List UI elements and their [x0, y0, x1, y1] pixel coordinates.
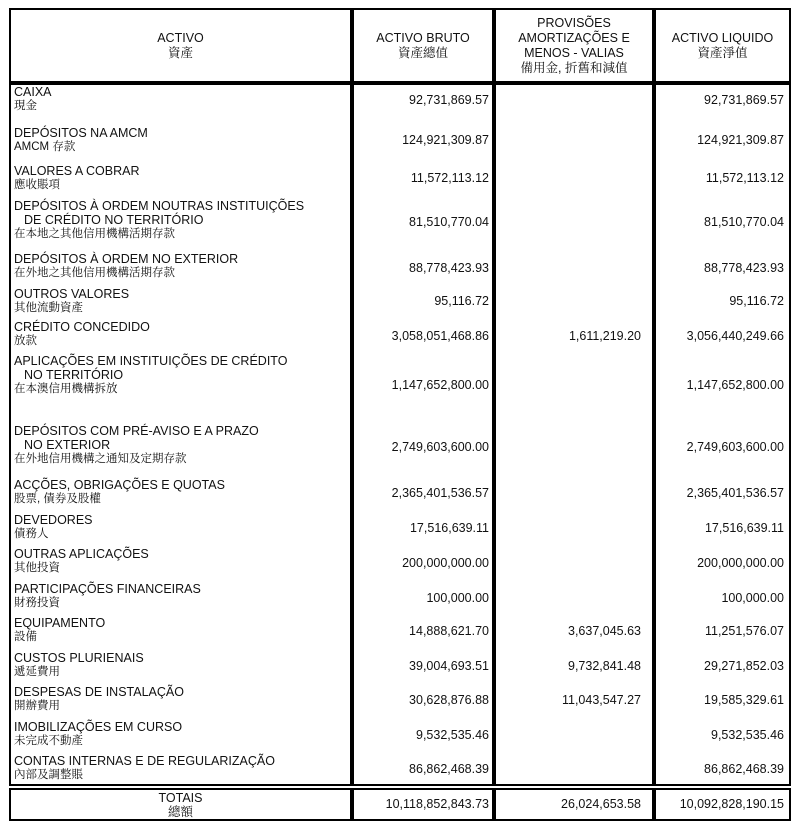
row-label: PARTICIPAÇÕES FINANCEIRAS — [14, 582, 201, 596]
row-bruto: 3,058,051,468.86 — [391, 329, 489, 343]
table-row — [9, 126, 791, 164]
row-bruto: 124,921,309.87 — [402, 133, 489, 147]
row-liquido: 2,365,401,536.57 — [686, 486, 784, 500]
row-label-zh: 應收賬項 — [14, 179, 60, 191]
row-provisoes: 11,043,547.27 — [561, 693, 641, 707]
row-liquido: 29,271,852.03 — [704, 659, 784, 673]
row-label: DEPÓSITOS À ORDEM NO EXTERIOR — [14, 252, 239, 266]
row-label: DEPÓSITOS COM PRÉ-AVISO E A PRAZO — [14, 424, 259, 438]
row-label-zh: 其他投資 — [14, 562, 60, 574]
row-liquido: 100,000.00 — [721, 591, 784, 605]
header-provisoes-line1: PROVISÕES — [537, 15, 611, 30]
header-bruto — [352, 8, 494, 83]
table-row — [9, 85, 791, 123]
table-row — [9, 252, 791, 286]
row-bruto: 200,000,000.00 — [402, 556, 489, 570]
row-label: APLICAÇÕES EM INSTITUIÇÕES DE CRÉDITO — [14, 354, 288, 368]
row-provisoes: 9,732,841.48 — [568, 659, 641, 673]
row-bruto: 1,147,652,800.00 — [391, 378, 489, 392]
row-label: VALORES A COBRAR — [14, 164, 140, 178]
row-liquido: 19,585,329.61 — [704, 693, 784, 707]
row-label: OUTROS VALORES — [14, 287, 130, 301]
row-label: DEPÓSITOS NA AMCM — [14, 126, 148, 140]
row-bruto: 100,000.00 — [426, 591, 489, 605]
table-row — [9, 547, 791, 581]
row-label: DESPESAS DE INSTALAÇÃO — [14, 685, 184, 699]
row-liquido: 1,147,652,800.00 — [686, 378, 784, 392]
totals-label-zh: 總額 — [167, 804, 193, 819]
table-row — [9, 685, 791, 719]
row-label-zh: AMCM 存款 — [14, 141, 76, 153]
row-label: EQUIPAMENTO — [14, 616, 106, 630]
row-liquido: 86,862,468.39 — [704, 762, 784, 776]
table-row — [9, 651, 791, 685]
row-label-zh: 股票, 債券及股權 — [14, 493, 101, 505]
row-label-zh: 在外地信用機構之通知及定期存款 — [14, 453, 187, 465]
header-bruto-pt: ACTIVO BRUTO — [376, 30, 470, 45]
header-activo-zh: 資產 — [167, 45, 193, 60]
row-liquido: 9,532,535.46 — [711, 728, 784, 742]
row-liquido: 81,510,770.04 — [704, 215, 784, 229]
header-liquido — [654, 8, 791, 83]
row-label-zh: 未完成不動產 — [14, 735, 83, 747]
header-liquido-zh: 資產淨值 — [697, 45, 748, 60]
totals-liquido: 10,092,828,190.15 — [679, 797, 784, 811]
totals-label-pt: TOTAIS — [158, 790, 203, 805]
row-bruto: 95,116.72 — [434, 294, 489, 308]
table-row — [9, 513, 791, 547]
row-label-cont: NO TERRITÓRIO — [24, 368, 124, 382]
row-label-zh: 現金 — [14, 100, 37, 112]
row-label-zh: 債務人 — [14, 528, 49, 540]
row-label-zh: 其他流動資產 — [14, 302, 83, 314]
row-liquido: 11,251,576.07 — [704, 624, 784, 638]
row-liquido: 2,749,603,600.00 — [686, 440, 784, 454]
row-label-cont: NO EXTERIOR — [24, 438, 111, 452]
table-row — [9, 354, 791, 424]
row-provisoes: 1,611,219.20 — [568, 329, 641, 343]
table-row — [9, 616, 791, 650]
header-activo-pt: ACTIVO — [157, 30, 204, 45]
row-bruto: 30,628,876.88 — [409, 693, 489, 707]
row-label: CAIXA — [14, 85, 52, 99]
row-label: CRÉDITO CONCEDIDO — [14, 320, 150, 334]
row-bruto: 11,572,113.12 — [410, 171, 489, 185]
row-liquido: 95,116.72 — [729, 294, 784, 308]
totals-provisoes: 26,024,653.58 — [561, 797, 641, 811]
header-liquido-pt: ACTIVO LIQUIDO — [671, 30, 774, 45]
row-liquido: 200,000,000.00 — [697, 556, 784, 570]
row-label: CONTAS INTERNAS E DE REGULARIZAÇÃO — [14, 754, 275, 768]
row-label-zh: 遞延費用 — [14, 666, 60, 678]
row-bruto: 81,510,770.04 — [409, 215, 489, 229]
row-label-zh: 開辦費用 — [14, 700, 60, 712]
header-activo — [9, 8, 352, 83]
row-bruto: 2,749,603,600.00 — [391, 440, 489, 454]
row-label-zh: 放款 — [14, 335, 37, 347]
row-label: OUTRAS APLICAÇÕES — [14, 547, 149, 561]
row-provisoes: 3,637,045.63 — [568, 624, 641, 638]
row-bruto: 88,778,423.93 — [409, 261, 489, 275]
row-label-zh: 設備 — [14, 631, 37, 643]
row-label: ACÇÕES, OBRIGAÇÕES E QUOTAS — [14, 478, 225, 492]
table-row — [9, 720, 791, 754]
row-label-zh: 內部及調整賬 — [14, 769, 83, 781]
table-row — [9, 164, 791, 198]
row-bruto: 86,862,468.39 — [409, 762, 489, 776]
row-liquido: 124,921,309.87 — [697, 133, 784, 147]
row-liquido: 11,572,113.12 — [705, 171, 784, 185]
row-label: CUSTOS PLURIENAIS — [14, 651, 144, 665]
row-bruto: 9,532,535.46 — [416, 728, 489, 742]
row-bruto: 92,731,869.57 — [409, 93, 489, 107]
row-label: DEVEDORES — [14, 513, 93, 527]
row-liquido: 92,731,869.57 — [704, 93, 784, 107]
row-bruto: 39,004,693.51 — [409, 659, 489, 673]
row-label-zh: 在本地之其他信用機構活期存款 — [14, 228, 175, 240]
totals-bruto: 10,118,852,843.73 — [385, 797, 489, 811]
table-row — [9, 424, 791, 476]
header-provisoes — [494, 8, 654, 83]
row-liquido: 17,516,639.11 — [704, 521, 784, 535]
header-provisoes-line2: AMORTIZAÇÕES E — [518, 30, 630, 45]
row-label: DEPÓSITOS À ORDEM NOUTRAS INSTITUIÇÕES — [14, 199, 305, 213]
row-liquido: 3,056,440,249.66 — [686, 329, 784, 343]
table-row — [9, 287, 791, 319]
row-label-cont: DE CRÉDITO NO TERRITÓRIO — [24, 213, 204, 227]
row-bruto: 17,516,639.11 — [409, 521, 489, 535]
table-row — [9, 754, 791, 786]
header-bruto-zh: 資產總值 — [397, 45, 448, 60]
header-provisoes-zh: 備用金, 折舊和減值 — [520, 60, 628, 75]
row-bruto: 14,888,621.70 — [409, 624, 489, 638]
table-row — [9, 582, 791, 616]
row-label-zh: 在外地之其他信用機構活期存款 — [14, 267, 175, 279]
header-provisoes-line3: MENOS - VALIAS — [524, 45, 624, 60]
table-row — [9, 199, 791, 251]
totals-label — [9, 788, 352, 821]
row-label: IMOBILIZAÇÕES EM CURSO — [14, 720, 183, 734]
row-bruto: 2,365,401,536.57 — [391, 486, 489, 500]
table-row — [9, 478, 791, 512]
row-liquido: 88,778,423.93 — [704, 261, 784, 275]
row-label-zh: 在本澳信用機構拆放 — [14, 383, 118, 395]
row-label-zh: 財務投資 — [14, 597, 60, 609]
table-row — [9, 320, 791, 354]
